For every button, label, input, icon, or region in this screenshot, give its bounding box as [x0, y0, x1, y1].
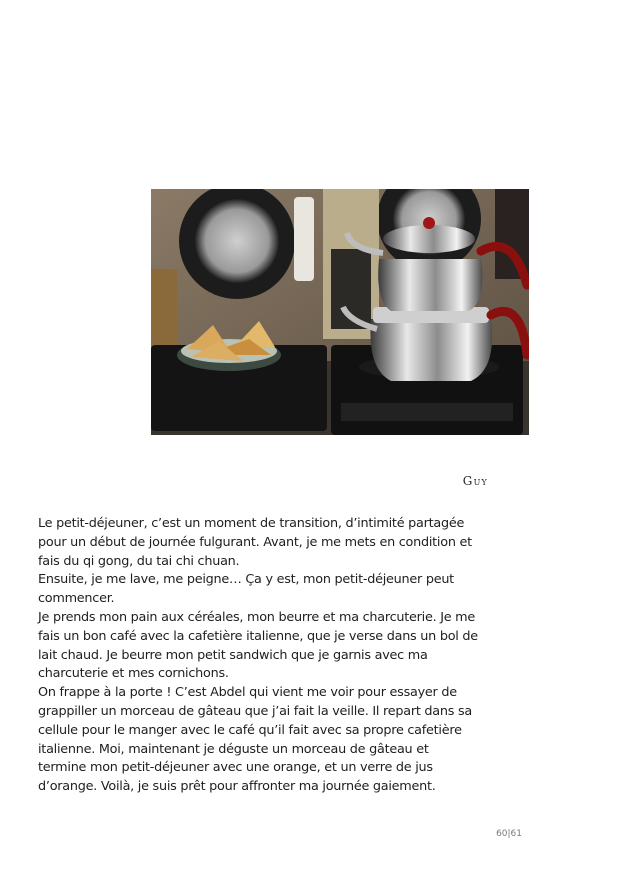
page-number: 60|61: [496, 829, 522, 839]
photo-caption: Guy: [462, 474, 488, 488]
breakfast-photo: [151, 189, 529, 435]
paragraph: Je prends mon pain aux céréales, mon beurre et ma charcuterie. Je me fais un bon café avec la cafetière italienne, que je verse dans un bol de lait chaud. Je beurre mon petit sandwich que je garnis avec ma charcuterie et mes cornichons.: [38, 609, 478, 682]
paragraph: Le petit-déjeuner, c’est un moment de transition, d’intimité partagée pour un début de journée fulgurant. Avant, je me mets en condition et fais du qi gong, du tai chi chuan.: [38, 516, 472, 569]
paragraph: On frappe à la porte ! C’est Abdel qui vient me voir pour essayer de grappiller un morceau de gâteau que j’ai fait la veille. Il repart dans sa cellule pour le manger avec le café qu’il fait avec sa propre cafetière italienne. Moi, maintenant je déguste un morceau de gâteau et termine mon petit-déjeuner avec une orange, et un verre de jus d’orange. Voilà, je suis prêt pour affronter ma journée gaiement.: [38, 685, 472, 795]
breakfast-photo-illustration: [151, 189, 529, 435]
paragraph: Ensuite, je me lave, me peigne… Ça y est, mon petit-déjeuner peut commencer.: [38, 572, 454, 607]
article-text: [38, 515, 478, 797]
